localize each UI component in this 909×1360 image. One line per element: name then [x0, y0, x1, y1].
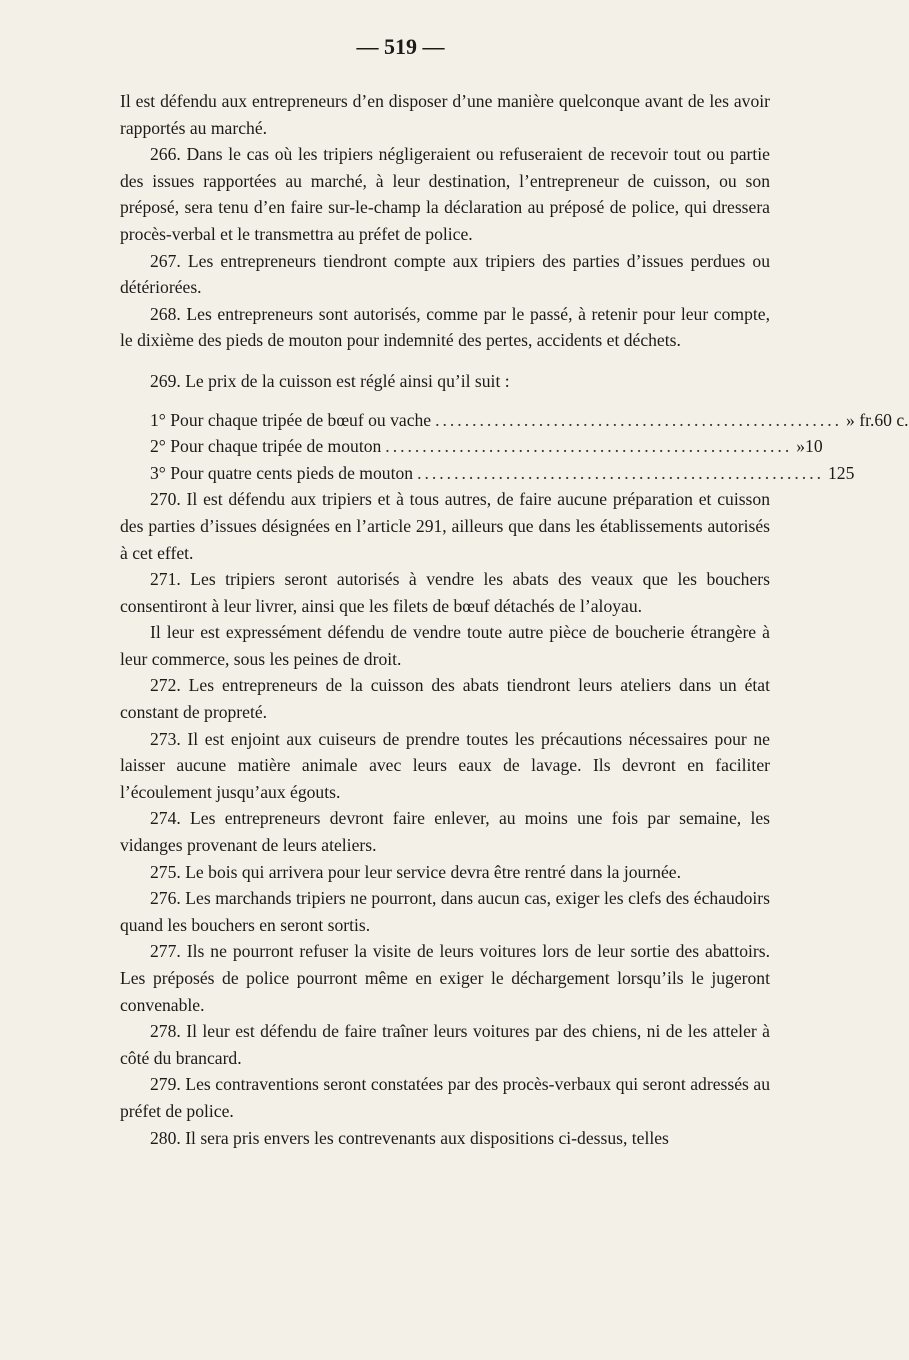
dot-leader: .......................................................: [435, 409, 843, 430]
price-label: 1° Pour chaque tripée de bœuf ou vache: [150, 409, 432, 430]
price-francs: 1: [828, 462, 837, 483]
article-275: 275. Le bois qui arrivera pour leur service devra être rentré dans la journée.: [150, 861, 681, 882]
price-centimes: 10: [805, 436, 823, 457]
page-number: — 519 —: [356, 34, 445, 59]
price-centimes: 60 c.: [874, 409, 909, 430]
price-row: [120, 407, 909, 434]
price-table: [120, 407, 909, 487]
article-269: 269. Le prix de la cuisson est réglé ainsi qu’il suit :: [150, 370, 510, 391]
article-280: 280. Il sera pris envers les contrevenants aux dispositions ci-dessus, telles: [150, 1127, 669, 1148]
price-label: 2° Pour chaque tripée de mouton: [150, 436, 382, 457]
dot-leader: .......................................................: [385, 436, 793, 457]
article-279: 279. Les contraventions seront constatées par des procès-verbaux qui seront adressés au préfet de police.: [120, 1074, 770, 1121]
price-francs: »: [796, 436, 806, 457]
body-text: [120, 88, 909, 1151]
price-francs: » fr.: [846, 409, 875, 430]
intro-paragraph: Il est défendu aux entrepreneurs d’en disposer d’une manière quelconque avant de les avoir rapportés au marché.: [120, 91, 770, 138]
price-row: [120, 460, 855, 487]
dot-leader: .......................................................: [417, 462, 824, 483]
article-270: 270. Il est défendu aux tripiers et à tous autres, de faire aucune préparation et cuisson des parties d’issues désignées en l’article 291, ailleurs que dans les établissements autorisés à cet effet.: [120, 489, 770, 563]
price-row: [120, 433, 823, 460]
article-268: 268. Les entrepreneurs sont autorisés, comme par le passé, à retenir pour leur compte, le dixième des pieds de mouton pour indemnité des pertes, accidents et déchets.: [120, 303, 770, 351]
article-273: 273. Il est enjoint aux cuiseurs de prendre toutes les précautions nécessaires pour ne laisser aucune matière animale avec leurs eaux de lavage. Ils devront en faciliter l’écoulement jusqu’aux égouts.: [120, 728, 770, 802]
article-271-continued: Il leur est expressément défendu de vendre toute autre pièce de boucherie étrangère à leur commerce, sous les peines de droit.: [120, 622, 770, 669]
article-278: 278. Il leur est défendu de faire traîner leurs voitures par des chiens, ni de les atteler à côté du brancard.: [120, 1021, 770, 1068]
article-272: 272. Les entrepreneurs de la cuisson des abats tiendront leurs ateliers dans un état constant de propreté.: [120, 675, 770, 723]
price-label: 3° Pour quatre cents pieds de mouton: [150, 462, 414, 483]
price-centimes: 25: [836, 462, 855, 483]
article-276: 276. Les marchands tripiers ne pourront, dans aucun cas, exiger les clefs des échaudoirs quand les bouchers en seront sortis.: [120, 888, 770, 935]
article-277: 277. Ils ne pourront refuser la visite de leurs voitures lors de leur sortie des abattoirs. Les préposés de police pourront même en exiger le déchargement lorsqu’ils le jugeront convenable.: [120, 941, 770, 1015]
article-267: 267. Les entrepreneurs tiendront compte aux tripiers des parties d’issues perdues ou détériorées.: [120, 250, 770, 298]
article-274: 274. Les entrepreneurs devront faire enlever, au moins une fois par semaine, les vidanges provenant de leurs ateliers.: [120, 808, 770, 856]
article-271: 271. Les tripiers seront autorisés à vendre les abats des veaux que les bouchers consentiront à leur livrer, ainsi que les filets de bœuf détachés de l’aloyau.: [120, 569, 770, 616]
article-266: 266. Dans le cas où les tripiers négligeraient ou refuseraient de recevoir tout ou partie des issues rapportées au marché, à leur destination, l’entrepreneur de cuisson, ou son préposé, sera tenu d’en faire sur-le-champ la déclaration au préposé de police, qui dressera procès-verbal et le transmettra au préfet de police.: [120, 144, 770, 244]
